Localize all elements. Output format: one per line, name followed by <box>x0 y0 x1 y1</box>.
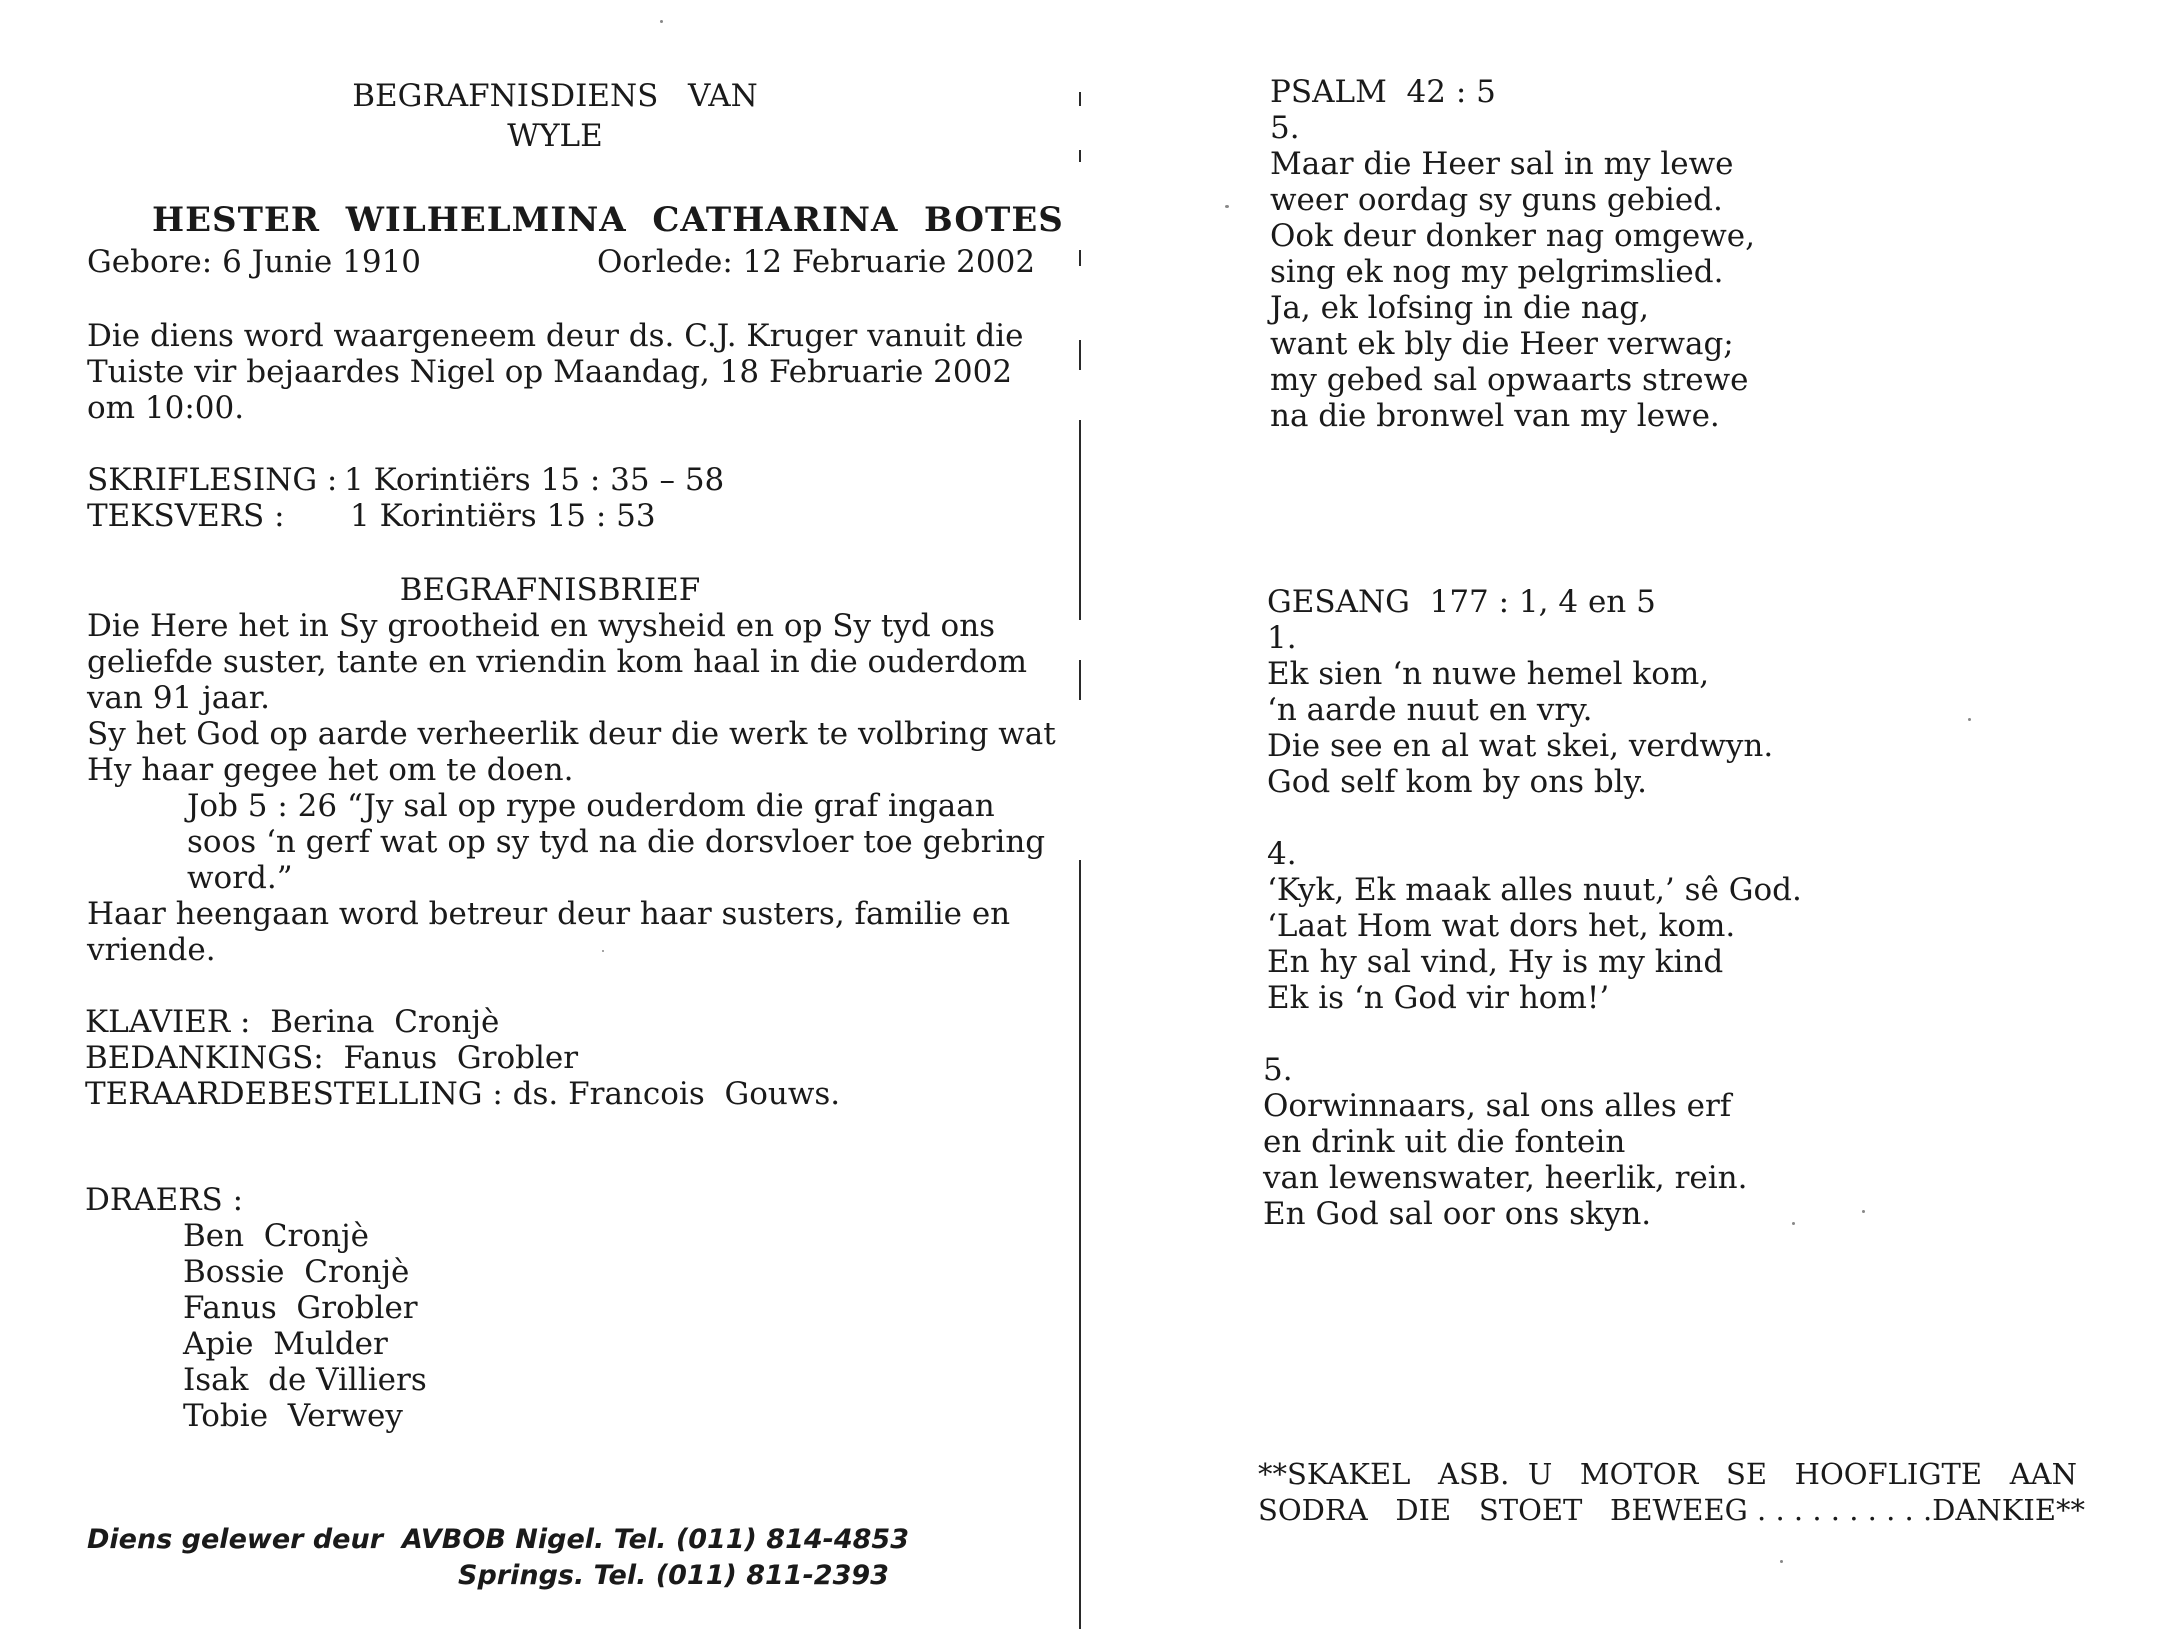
title-line-1: BEGRAFNISDIENS VAN <box>352 78 758 114</box>
teksvers-label: TEKSVERS : <box>87 498 285 534</box>
gesang-line: van lewenswater, heerlik, rein. <box>1263 1160 1748 1196</box>
title-line-2: WYLE <box>507 118 603 154</box>
role-line: TERAARDEBESTELLING : ds. Francois Gouws. <box>85 1076 841 1112</box>
bearers-label: DRAERS : <box>85 1182 244 1218</box>
psalm-line: Ook deur donker nag omgewe, <box>1270 218 1755 254</box>
bearer-name: Tobie Verwey <box>183 1398 403 1434</box>
psalm-line: my gebed sal opwaarts strewe <box>1270 362 1749 398</box>
role-line: BEDANKINGS: Fanus Grobler <box>85 1040 579 1076</box>
letter-line: van 91 jaar. <box>87 680 270 716</box>
skriflesing-label: SKRIFLESING : <box>87 462 338 498</box>
gesang-line: ‘Laat Hom wat dors het, kom. <box>1267 908 1736 944</box>
scan-speck <box>660 20 663 23</box>
letter-line: Sy het God op aarde verheerlik deur die werk te volbring wat <box>87 716 1056 752</box>
psalm-heading: PSALM 42 : 5 <box>1270 74 1496 110</box>
psalm-line: Maar die Heer sal in my lewe <box>1270 146 1734 182</box>
skriflesing-value: 1 Korintiërs 15 : 35 – 58 <box>344 462 725 498</box>
bearer-name: Fanus Grobler <box>183 1290 418 1326</box>
gesang-line: Oorwinnaars, sal ons alles erf <box>1263 1088 1732 1124</box>
bearer-name: Isak de Villiers <box>183 1362 427 1398</box>
footer-line-2: Springs. Tel. (011) 811-2393 <box>458 1560 889 1591</box>
bearer-name: Ben Cronjè <box>183 1218 369 1254</box>
gesang-line: God self kom by ons bly. <box>1267 764 1647 800</box>
psalm-line: na die bronwel van my lewe. <box>1270 398 1720 434</box>
letter-line: Hy haar gegee het om te doen. <box>87 752 574 788</box>
letter-line: geliefde suster, tante en vriendin kom haal in die ouderdom <box>87 644 1028 680</box>
footer-line-1: Diens gelewer deur AVBOB Nigel. Tel. (011) 814-4853 <box>87 1524 910 1555</box>
deceased-name: HESTER WILHELMINA CATHARINA BOTES <box>152 200 1064 240</box>
gesang-line: Ek is ‘n God vir hom!’ <box>1267 980 1610 1016</box>
notice-line-1: **SKAKEL ASB. U MOTOR SE HOOFLIGTE AAN <box>1258 1457 2077 1491</box>
death-date: Oorlede: 12 Februarie 2002 <box>597 244 1036 280</box>
letter-heading: BEGRAFNISBRIEF <box>399 572 701 608</box>
gesang-line: En God sal oor ons skyn. <box>1263 1196 1652 1232</box>
service-line: Tuiste vir bejaardes Nigel op Maandag, 18 Februarie 2002 <box>87 354 1013 390</box>
scan-speck <box>1792 1222 1795 1225</box>
birth-date: Gebore: 6 Junie 1910 <box>87 244 422 280</box>
gesang-line: En hy sal vind, Hy is my kind <box>1267 944 1724 980</box>
quote-line: soos ‘n gerf wat op sy tyd na die dorsvloer toe gebring <box>187 824 1046 860</box>
gesang-line: Ek sien ‘n nuwe hemel kom, <box>1267 656 1710 692</box>
gesang-verse-number: 4. <box>1267 836 1297 872</box>
scan-speck <box>602 950 604 952</box>
letter-line: Die Here het in Sy grootheid en wysheid en op Sy tyd ons <box>87 608 996 644</box>
teksvers-value: 1 Korintiërs 15 : 53 <box>350 498 656 534</box>
scan-speck <box>1780 1560 1783 1563</box>
notice-line-2: SODRA DIE STOET BEWEEG . . . . . . . . . .DANKIE** <box>1258 1493 2086 1527</box>
role-line: KLAVIER : Berina Cronjè <box>85 1004 500 1040</box>
psalm-verse-number: 5. <box>1270 110 1300 146</box>
letter-line: vriende. <box>87 932 216 968</box>
psalm-line: sing ek nog my pelgrimslied. <box>1270 254 1724 290</box>
gesang-heading: GESANG 177 : 1, 4 en 5 <box>1267 584 1656 620</box>
scan-speck <box>1862 1210 1865 1213</box>
gesang-verse-number: 5. <box>1263 1052 1293 1088</box>
letter-line: Haar heengaan word betreur deur haar susters, familie en <box>87 896 1011 932</box>
psalm-line: Ja, ek lofsing in die nag, <box>1270 290 1649 326</box>
quote-line: word.” <box>187 860 293 896</box>
gesang-line: ‘Kyk, Ek maak alles nuut,’ sê God. <box>1267 872 1802 908</box>
quote-line: Job 5 : 26 “Jy sal op rype ouderdom die graf ingaan <box>187 788 995 824</box>
bearer-name: Bossie Cronjè <box>183 1254 410 1290</box>
gesang-line: Die see en al wat skei, verdwyn. <box>1267 728 1774 764</box>
bearer-name: Apie Mulder <box>183 1326 388 1362</box>
psalm-line: weer oordag sy guns gebied. <box>1270 182 1723 218</box>
psalm-line: want ek bly die Heer verwag; <box>1270 326 1734 362</box>
service-line: om 10:00. <box>87 390 245 426</box>
service-line: Die diens word waargeneem deur ds. C.J. Kruger vanuit die <box>87 318 1024 354</box>
scan-speck <box>1968 718 1971 721</box>
gesang-verse-number: 1. <box>1267 620 1297 656</box>
gesang-line: en drink uit die fontein <box>1263 1124 1626 1160</box>
scan-speck <box>1225 205 1229 208</box>
gesang-line: ‘n aarde nuut en vry. <box>1267 692 1593 728</box>
